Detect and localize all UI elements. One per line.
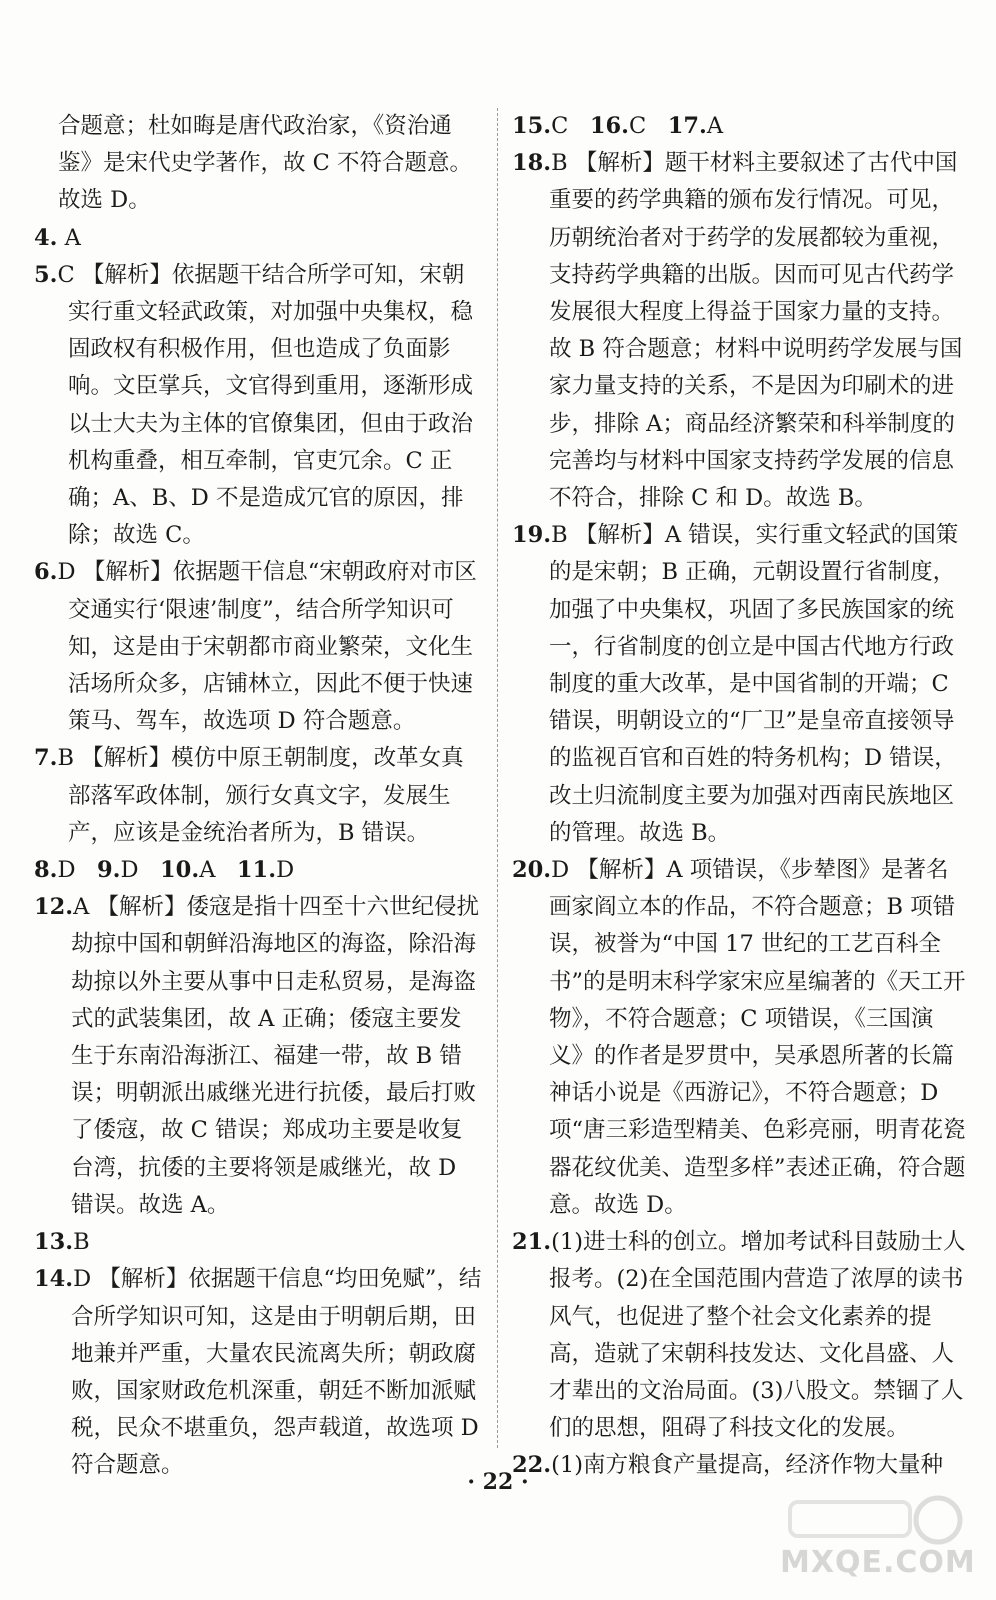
short-answer-row [512,108,966,145]
answer-text: (1)进士科的创立。增加考试科目鼓励士人报考。(2)在全国范围内营造了浓厚的读书风气，也促进了整个社会文化素养的提高，造就了宋朝科技发达、文化昌盛、人才辈出的文治局面。(3)八股文。禁锢了人们的思想，阻碍了科技文化的发展。 [549,1229,966,1442]
answer-number: 8. [34,857,58,884]
answer-text: A [199,857,216,884]
watermark-logo [770,1492,976,1582]
answer-number: 18. [512,150,552,177]
answer-text: D [57,857,76,884]
answer-text: B 【解析】题干材料主要叙述了古代中国重要的药学典籍的颁布发行情况。可见，历朝统治者对于药学的发展都较为重视，支持药学典籍的出版。因而可见古代药学发展很大程度上得益于国家力量的支持。故 B 符合题意；材料中说明药学发展与国家力量支持的关系，不是因为印刷术的进步，排除 A；商品经济繁荣和科举制度的完善均与材料中国家支持药学发展的信息不符合，排除 C 和 D。故选 B。 [549,150,963,512]
watermark-text: MXQE.COM [780,1545,976,1580]
answer-continuation: 合题意；杜如晦是唐代政治家，《资治通鉴》是宋代史学著作，故 C 不符合题意。故选 D。 [58,113,473,214]
answer-item-18 [512,145,966,517]
answer-text: C [551,113,569,139]
answer-number: 15. [512,113,552,139]
right-column [512,108,966,1485]
answer-text: B [73,1229,90,1256]
page-number: · 22 · [467,1469,529,1495]
answer-number: 20. [512,857,552,884]
answer-item-12 [34,889,482,1224]
answer-item-20 [512,852,966,1224]
answer-number: 9. [97,857,121,884]
answer-text: A [706,113,724,139]
answer-number: 7. [34,745,58,772]
answer-item-6 [34,554,482,740]
answer-item-7 [34,740,482,852]
answer-item-19 [512,517,966,852]
answer-text: C 【解析】依据题干结合所学可知，宋朝实行重文轻武政策，对加强中央集权，稳固政权有积极作用，但也造成了负面影响。文臣掌兵，文官得到重用，逐渐形成以士大夫为主体的官僚集团，但由于政治机构重叠，相互牵制，官吏冗余。C 正确；A、B、D 不是造成冗官的原因，排除；故选 C。 [57,261,474,549]
answer-number: 16. [589,113,629,139]
column-divider [497,108,498,1448]
answer-text: C [629,113,647,139]
answer-text: D [276,857,295,884]
watermark-emblem-icon [770,1492,970,1552]
answer-number: 11. [236,857,277,884]
answer-number: 4. [34,224,58,251]
answer-text: B 【解析】模仿中原王朝制度，改革女真部落军政体制，颁行女真文字，发展生产，应该是金统治者所为，B 错误。 [57,745,464,846]
answer-number: 6. [34,559,58,586]
answer-text: A 【解析】倭寇是指十四至十六世纪侵扰劫掠中国和朝鲜沿海地区的海盗，除沿海劫掠以外主要从事中日走私贸易，是海盗式的武装集团，故 A 正确；倭寇主要发生于东南沿海浙江、福建一带，故 B 错误；明朝派出戚继光进行抗倭，最后打败了倭寇，故 C 错误；郑成功主要是收复台湾，抗倭的主要将领是戚继光，故 D 错误。故选 A。 [71,894,480,1218]
answer-text: (1)南方粮食产量提高，经济作物大量种 [551,1452,944,1479]
answer-number: 14. [34,1266,74,1293]
answer-item-13 [34,1224,482,1261]
answer-item-5 [34,257,482,555]
answer-text: D [120,857,139,884]
answer-number: 19. [512,522,552,549]
answer-item-21 [512,1224,966,1447]
answer-text: A [64,224,81,251]
answer-item-14 [34,1261,482,1484]
short-answer-row [34,852,482,889]
answer-text: D 【解析】A 项错误，《步辇图》是著名画家阎立本的作品，不符合题意；B 项错误，被誉为“中国 17 世纪的工艺百科全书”的是明末科学家宋应星编著的《天工开物》，不符合题意；C 项错误，《三国演义》的作者是罗贯中，吴承恩所著的长篇神话小说是《西游记》，不符合题意；D 项“唐三彩造型精美、色彩亮丽，明青花瓷器花纹优美、造型多样”表述正确，符合题意。故选 D。 [549,857,966,1218]
answer-text: B 【解析】A 错误，实行重文轻武的国策的是宋朝；B 正确，元朝设置行省制度，加强了中央集权，巩固了多民族国家的统一，行省制度的创立是中国古代地方行政制度的重大改革，是中国省制的开端；C 错误，明朝设立的“厂卫”是皇帝直接领导的监视百官和百姓的特务机构；D 错误，改土归流制度主要为加强对西南民族地区的管理。故选 B。 [549,522,959,846]
answer-number: 22. [512,1452,552,1479]
answer-number: 13. [34,1229,74,1256]
answer-text: D 【解析】依据题干信息“宋朝政府对市区交通实行‘限速’制度”，结合所学知识可知，这是由于宋朝都市商业繁荣，文化生活场所众多，店铺林立，因此不便于快速策马、驾车，故选项 D 符合题意。 [57,559,477,735]
answer-number: 21. [512,1229,552,1256]
answer-text: D 【解析】依据题干信息“均田免赋”，结合所学知识可知，这是由于明朝后期，田地兼并严重，大量农民流离失所；朝政腐败，国家财政危机深重，朝廷不断加派赋税，民众不堪重负，怨声载道，故选项 D 符合题意。 [71,1266,482,1479]
answer-number: 10. [160,857,200,884]
answer-number: 5. [34,261,58,288]
answer-item-4 [34,220,482,257]
answer-number: 12. [34,894,74,921]
left-column [34,108,482,1485]
answer-number: 17. [667,113,707,139]
